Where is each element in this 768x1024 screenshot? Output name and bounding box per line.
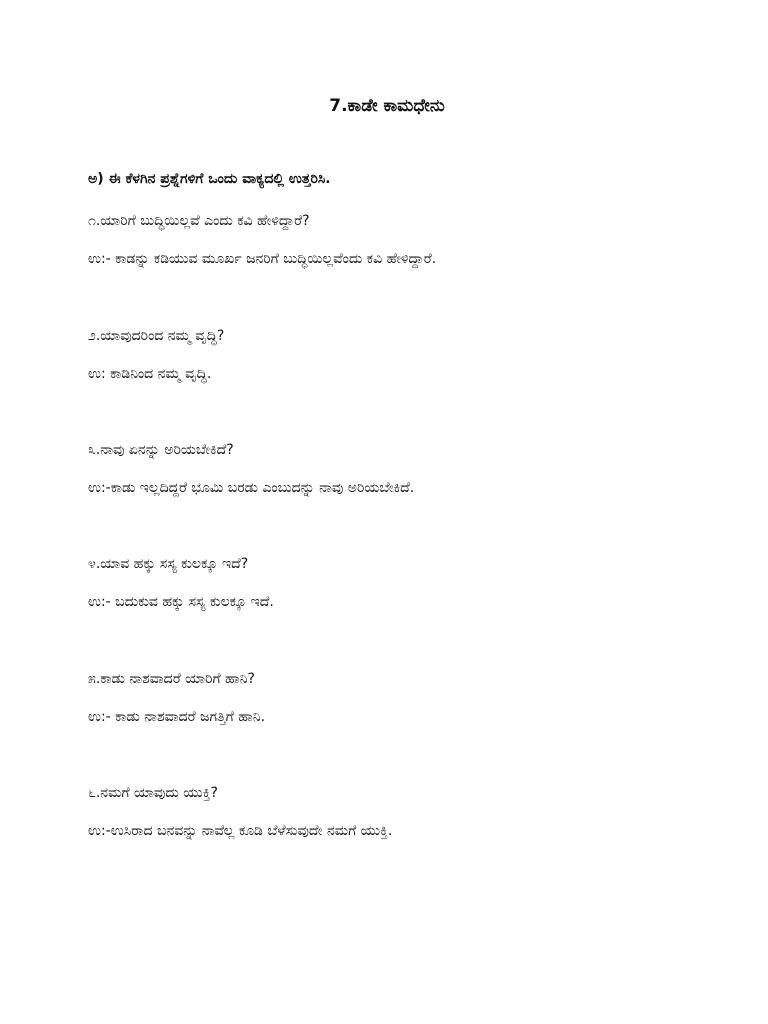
qa-item-3: [88, 440, 728, 498]
answer-5: ಉ:- ಕಾಡು ನಾಶವಾದರೆ ಜಗತ್ತಿಗೆ ಹಾನಿ.: [88, 709, 266, 725]
qa-item-2: [88, 326, 728, 384]
question-3: ೩.ನಾವು ಏನನ್ನು ಅರಿಯಬೇಕಿದೆ?: [88, 442, 234, 458]
qa-item-6: [88, 783, 728, 841]
section-heading: ಅ) ಈ ಕೆಳಗಿನ ಪ್ರಶ್ನೆಗಳಿಗೆ ಒಂದು ವಾಕ್ಯದಲ್ಲಿ ಉತ್ತರಿಸಿ.: [88, 171, 331, 187]
qa-item-4: [88, 554, 728, 612]
answer-2: ಉ: ಕಾಡಿನಿಂದ ನಮ್ಮ ವೃದ್ಧಿ.: [88, 366, 212, 382]
question-1: ೧.ಯಾರಿಗೆ ಬುದ್ಧಿಯಿಲ್ಲವೆ ಎಂದು ಕವಿ ಹೇಳಿದ್ದಾರೆ?: [88, 213, 310, 229]
qa-item-5: [88, 669, 728, 727]
question-5: ೫.ಕಾಡು ನಾಶವಾದರೆ ಯಾರಿಗೆ ಹಾನಿ?: [88, 671, 255, 687]
answer-6: ಉ:-ಉಸಿರಾದ ಬನವನ್ನು ನಾವೆಲ್ಲ ಕೂಡಿ ಬೆಳೆಸುವುದೇ ನಮಗೆ ಯುಕ್ತಿ.: [88, 823, 393, 839]
question-4: ೪.ಯಾವ ಹಕ್ಕು ಸಸ್ಯ ಕುಲಕ್ಕೂ ಇದೆ?: [88, 556, 249, 572]
question-2: ೨.ಯಾವುದರಿಂದ ನಮ್ಮ ವೃದ್ಧಿ?: [88, 328, 225, 344]
qa-item-1: [88, 211, 728, 269]
page-title: 7.ಕಾಡೇ ಕಾಮಧೇನು: [329, 96, 445, 116]
answer-3: ಉ:-ಕಾಡು ಇಲ್ಲದಿದ್ದರೆ ಭೂಮಿ ಬರಡು ಎಂಬುದನ್ನು ನಾವು ಅರಿಯಬೇಕಿದೆ.: [88, 480, 415, 496]
question-6: ೬.ನಮಗೆ ಯಾವುದು ಯುಕ್ತಿ?: [88, 785, 218, 801]
answer-1: ಉ:- ಕಾಡನ್ನು ಕಡಿಯುವ ಮೂರ್ಖ ಜನರಿಗೆ ಬುದ್ಧಿಯಿಲ್ಲವೆಂದು ಕವಿ ಹೇಳಿದ್ದಾರೆ.: [88, 251, 437, 267]
answer-4: ಉ:- ಬದುಕುವ ಹಕ್ಕು ಸಸ್ಯ ಕುಲಕ್ಕೂ ಇದೆ.: [88, 594, 274, 610]
